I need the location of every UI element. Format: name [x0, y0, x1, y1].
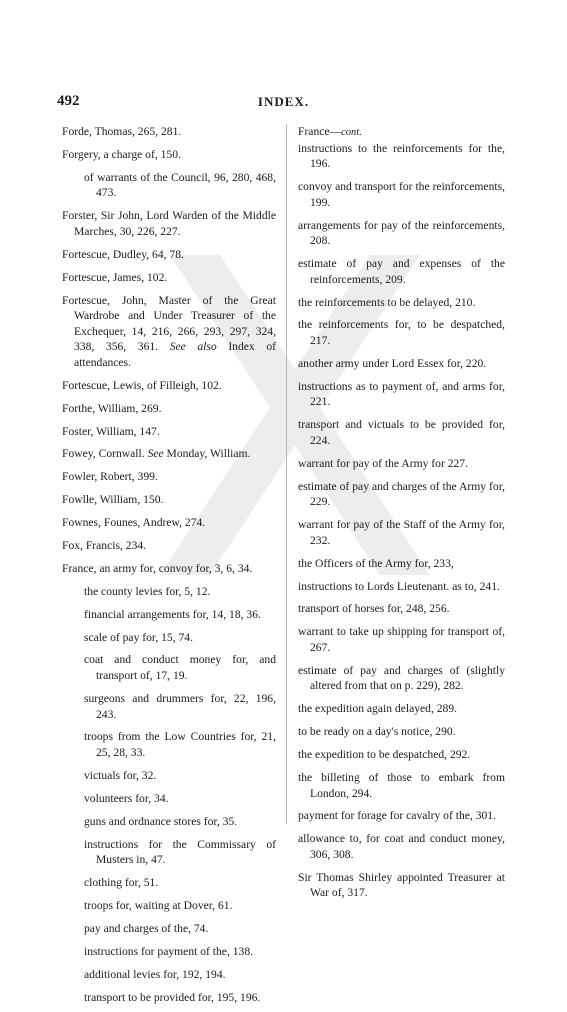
index-subentry: payment for forage for cavalry of the, 301.	[298, 809, 496, 823]
left-column	[62, 124, 276, 1012]
entry-text: instructions for payment of the, 138.	[84, 944, 254, 958]
entry-text: Fowler, Robert, 399.	[62, 470, 158, 484]
index-subentry	[62, 944, 276, 960]
right-column	[298, 124, 505, 908]
see-reference: See also	[169, 340, 217, 354]
entry-text: troops from the Low Countries for, 21, 25, 28, 33.	[84, 730, 276, 760]
index-subentry: the billeting of those to embark from London, 294.	[298, 770, 505, 800]
entry-text: Foster, William, 147.	[62, 424, 160, 438]
entry-text: instructions for the Commissary of Musters in, 47.	[84, 837, 276, 867]
index-entry	[62, 247, 276, 263]
index-subentry	[62, 691, 276, 722]
entry-text: financial arrangements for, 14, 18, 36.	[84, 607, 261, 621]
index-subentry: estimate of pay and charges of the Army for, 229.	[298, 479, 505, 509]
see-target: Index of attendances.	[74, 340, 276, 369]
index-subentry: arrangements for pay of the reinforcements, 208.	[298, 218, 505, 248]
index-subentry	[62, 990, 276, 1006]
entry-text: Forster, Sir John, Lord Warden of the Middle Marches, 30, 226, 227.	[62, 209, 276, 238]
index-subentry	[62, 768, 276, 784]
index-subentry	[62, 837, 276, 868]
subentry-list	[298, 141, 505, 901]
index-subentry: transport of horses for, 248, 256.	[298, 602, 450, 616]
index-subentry	[62, 630, 276, 646]
index-subentry: estimate of pay and expenses of the reinforcements, 209.	[298, 257, 505, 286]
index-subentry: instructions to the reinforcements for the, 196.	[298, 141, 505, 171]
index-subentry	[62, 921, 276, 937]
index-subentry: the reinforcements for, to be despatched, 217.	[298, 318, 505, 348]
index-subentry: the Officers of the Army for, 233,	[298, 556, 454, 570]
entry-text: Fortescue, Lewis, of Filleigh, 102.	[62, 378, 222, 392]
entry-text: Forde, Thomas, 265, 281.	[62, 125, 182, 138]
index-subentry	[62, 607, 276, 623]
entry-text: Fortescue, John, Master of the Great Wardrobe and Under Treasurer of the Exchequer, 14, 216, 266, 293, 297, 324, 338, 356, 361.	[62, 293, 276, 354]
entry-text: Fortescue, Dudley, 64, 78.	[62, 247, 184, 261]
index-subentry: the expedition to be despatched, 292.	[298, 748, 471, 762]
index-subentry: transport and victuals to be provided for, 224.	[298, 418, 505, 447]
entry-text: Fowey, Cornwall.	[62, 447, 145, 461]
entry-text: additional levies for, 192, 194.	[84, 967, 226, 981]
entry-text: France, an army for, convoy for, 3, 6, 34.	[62, 561, 253, 575]
entry-text: surgeons and drummers for, 22, 196, 243.	[84, 691, 276, 721]
index-entry	[62, 293, 276, 371]
index-subentry	[62, 791, 276, 807]
entry-text: guns and ordnance stores for, 35.	[84, 814, 238, 828]
index-subentry: another army under Lord Essex for, 220.	[298, 356, 487, 370]
index-entry	[62, 378, 276, 394]
index-subentry: the reinforcements to be delayed, 210.	[298, 295, 476, 309]
index-subentry: estimate of pay and charges of (slightly altered from that on p. 229), 282.	[298, 663, 505, 693]
entry-text: transport to be provided for, 195, 196.	[84, 990, 261, 1004]
index-subentry	[62, 898, 276, 914]
entry-text: Fownes, Founes, Andrew, 274.	[62, 516, 206, 530]
entry-text: volunteers for, 34.	[84, 791, 169, 805]
index-subentry: Sir Thomas Shirley appointed Treasurer at War of, 317.	[298, 870, 505, 900]
index-subentry: convoy and transport for the reinforcements, 199.	[298, 180, 505, 209]
heading-term: France—	[298, 125, 342, 138]
index-entry	[62, 270, 276, 286]
index-subentry	[62, 967, 276, 983]
index-subentry: warrant to take up shipping for transport of, 267.	[298, 625, 505, 654]
index-entry	[62, 538, 276, 554]
index-subentry	[62, 584, 276, 600]
index-subentry: the expedition again delayed, 289.	[298, 702, 458, 716]
index-entry	[62, 515, 276, 531]
entry-text: Forgery, a charge of, 150.	[62, 147, 181, 161]
index-heading-continued	[298, 124, 505, 141]
index-subentry: to be ready on a day's notice, 290.	[298, 725, 456, 739]
entry-text: Fox, Francis, 234.	[62, 539, 147, 553]
index-entry	[62, 208, 276, 239]
entry-text: of warrants of the Council, 96, 280, 468, 473.	[84, 170, 276, 200]
heading-cont-label: cont.	[341, 127, 362, 138]
column-divider	[286, 124, 287, 824]
index-entry	[62, 469, 276, 485]
index-entry	[62, 124, 276, 140]
index-subentry	[62, 729, 276, 760]
entry-text: Fowlle, William, 150.	[62, 493, 164, 507]
entry-text: coat and conduct money for, and transport of, 17, 19.	[84, 653, 276, 683]
index-entry	[62, 446, 276, 462]
index-subentry	[62, 170, 276, 201]
index-entry	[62, 561, 276, 577]
index-entry	[62, 424, 276, 440]
entry-text: scale of pay for, 15, 74.	[84, 630, 193, 644]
page-number: 492	[57, 93, 80, 109]
entry-text: Forthe, William, 269.	[62, 401, 162, 415]
index-subentry	[62, 652, 276, 683]
index-subentry: instructions as to payment of, and arms for, 221.	[298, 379, 505, 409]
index-entry	[62, 401, 276, 417]
entry-text: the county levies for, 5, 12.	[84, 584, 211, 598]
see-reference: See	[147, 447, 164, 461]
index-subentry	[62, 875, 276, 891]
see-target: Monday, William.	[163, 447, 251, 461]
entry-text: pay and charges of the, 74.	[84, 921, 209, 935]
index-entry	[62, 492, 276, 508]
index-subentry	[62, 814, 276, 830]
index-subentry: allowance to, for coat and conduct money, 306, 308.	[298, 832, 505, 861]
index-subentry: warrant for pay of the Army for 227.	[298, 456, 468, 470]
entry-text: troops for, waiting at Dover, 61.	[84, 898, 233, 912]
entry-text: clothing for, 51.	[84, 876, 159, 890]
entry-text: Fortescue, James, 102.	[62, 270, 168, 284]
index-entry	[62, 147, 276, 163]
index-subentry: instructions to Lords Lieutenant. as to, 241.	[298, 579, 500, 593]
running-head: INDEX.	[257, 94, 310, 109]
index-subentry: warrant for pay of the Staff of the Army for, 232.	[298, 518, 505, 547]
entry-text: victuals for, 32.	[84, 768, 157, 782]
